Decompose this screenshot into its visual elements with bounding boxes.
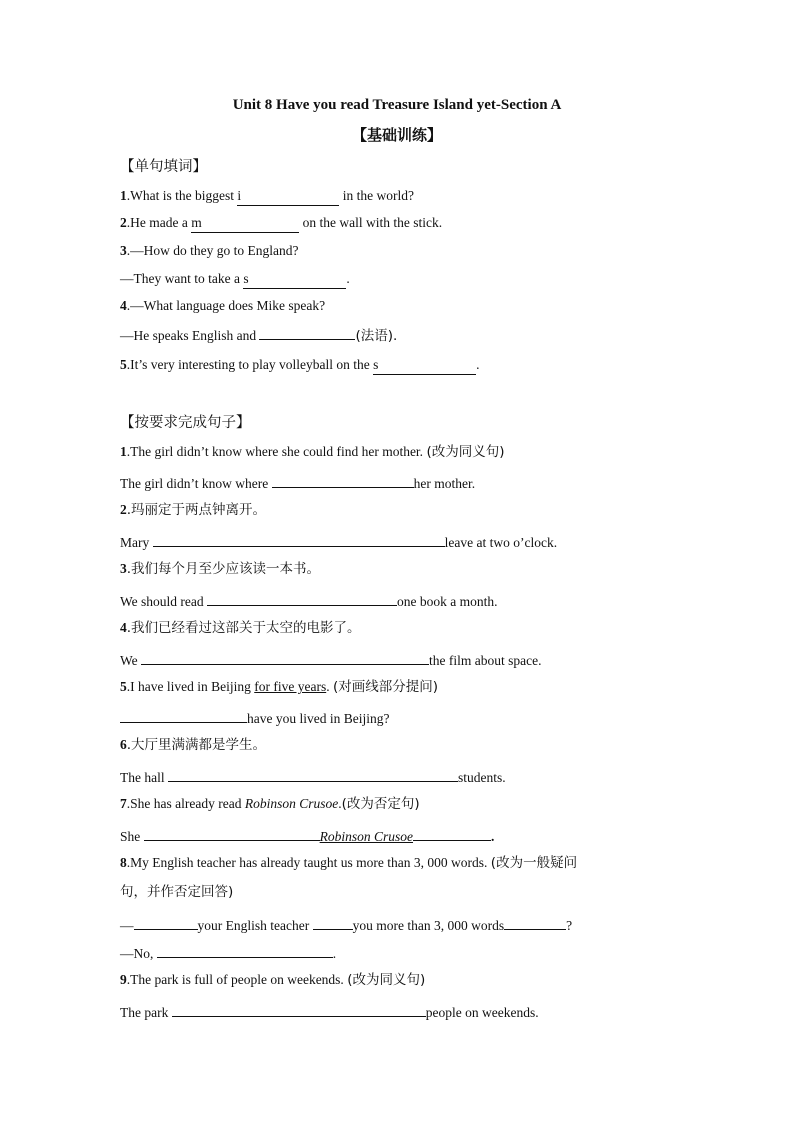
sentence-6 — [120, 736, 266, 754]
answer-middle: your English teacher — [197, 918, 313, 933]
document-title: Unit 8 Have you read Treasure Island yet-Section A — [232, 97, 562, 113]
sentence-9 — [120, 971, 425, 989]
question-number: 2 — [120, 215, 127, 230]
question-number: 5 — [120, 679, 127, 694]
answer-blank[interactable] — [413, 826, 491, 841]
chinese-prompt: .玛丽定于两点钟离开。 — [126, 502, 267, 518]
question-text: .I have lived in Beijing — [126, 679, 255, 694]
answer-blank[interactable] — [272, 473, 414, 488]
chinese-prompt: .大厅里满满都是学生。 — [126, 737, 267, 753]
sentence-3-answer — [120, 591, 498, 611]
answer-suffix: her mother. — [413, 476, 476, 491]
question-text: .—How do they go to England? — [126, 243, 299, 258]
answer-blank[interactable] — [504, 915, 566, 930]
sentence-8 — [120, 854, 577, 872]
answer-blank[interactable] — [153, 532, 445, 547]
question-text-end: . — [338, 796, 342, 811]
question-number: 8 — [120, 855, 127, 870]
question-number: 3 — [120, 561, 127, 576]
answer-prefix: We should read — [120, 594, 208, 609]
hint-letter: s — [373, 357, 379, 372]
question-text-end: . — [476, 357, 480, 372]
hint-letter: s — [243, 271, 249, 286]
answer-blank[interactable] — [191, 214, 299, 233]
sentence-6-answer — [120, 767, 506, 787]
question-4-answer — [120, 325, 397, 345]
question-3 — [120, 242, 298, 260]
answer-suffix: have you lived in Beijing? — [247, 711, 390, 726]
answer-prefix: —No, — [120, 946, 157, 961]
question-text: .—What language does Mike speak? — [126, 298, 326, 313]
question-1 — [120, 187, 414, 206]
answer-suffix: people on weekends. — [425, 1005, 539, 1020]
question-number: 1 — [120, 444, 127, 459]
question-number: 4 — [120, 298, 127, 313]
answer-blank[interactable] — [237, 187, 339, 206]
answer-prefix: The park — [120, 1005, 172, 1020]
question-2 — [120, 214, 442, 233]
question-text: .What is the biggest — [126, 188, 238, 203]
hint-letter: i — [237, 188, 242, 203]
sentence-2-answer — [120, 532, 557, 552]
answer-blank[interactable] — [144, 826, 320, 841]
instruction: (改为同义句) — [347, 972, 426, 988]
question-number: 4 — [120, 620, 127, 635]
sentence-7-answer — [120, 826, 494, 846]
sentence-9-answer — [120, 1002, 539, 1022]
underlined-phrase: for five years — [254, 679, 327, 694]
question-text: —They want to take a — [120, 271, 244, 286]
instruction: (改为一般疑问 — [490, 855, 578, 871]
answer-suffix: leave at two o’clock. — [444, 535, 558, 550]
question-number: 1 — [120, 188, 127, 203]
sentence-4 — [120, 619, 361, 637]
answer-prefix: We — [120, 653, 142, 668]
question-number: 3 — [120, 243, 127, 258]
question-number: 7 — [120, 796, 127, 811]
answer-prefix: Mary — [120, 535, 153, 550]
instruction: (改为否定句) — [341, 796, 420, 812]
answer-prefix: The hall — [120, 770, 168, 785]
sentence-8-instruction-cont: 句，并作否定回答) — [120, 884, 234, 900]
question-text-end: on the wall with the stick. — [299, 215, 443, 230]
answer-blank[interactable] — [157, 943, 333, 958]
question-4 — [120, 297, 325, 315]
question-5 — [120, 356, 479, 375]
answer-suffix: one book a month. — [397, 594, 498, 609]
instruction: (改为同义句) — [426, 444, 505, 460]
section-heading-fill-words: 【单句填词】 — [120, 159, 207, 175]
document-subtitle: 【基础训练】 — [351, 126, 442, 144]
question-text: .The park is full of people on weekends. — [126, 972, 348, 987]
question-text-end: . — [346, 271, 350, 286]
question-text-end: . — [326, 679, 333, 694]
sentence-8-answer-2 — [120, 943, 336, 963]
answer-suffix: . — [332, 946, 337, 961]
question-text-end: in the world? — [339, 188, 414, 203]
answer-suffix: the film about space. — [429, 653, 542, 668]
answer-suffix: . — [491, 829, 495, 844]
sentence-7 — [120, 795, 420, 813]
question-text: .The girl didn’t know where she could find her mother. — [126, 444, 427, 459]
answer-blank[interactable] — [168, 767, 458, 782]
question-3-answer — [120, 270, 350, 289]
question-text: .She has already read — [126, 796, 245, 811]
answer-blank[interactable] — [120, 708, 247, 723]
question-number: 6 — [120, 737, 127, 752]
answer-blank[interactable] — [141, 650, 429, 665]
section-heading-complete-sentences: 【按要求完成句子】 — [120, 415, 251, 431]
sentence-1-answer — [120, 473, 475, 493]
question-text: .It’s very interesting to play volleyball on the — [126, 357, 374, 372]
question-number: 5 — [120, 357, 127, 372]
question-text: .My English teacher has already taught us more than 3, 000 words. — [126, 855, 491, 870]
answer-blank[interactable] — [134, 915, 198, 930]
answer-blank[interactable] — [373, 356, 476, 375]
answer-suffix: students. — [457, 770, 506, 785]
answer-blank[interactable] — [243, 270, 346, 289]
answer-prefix: The girl didn’t know where — [120, 476, 272, 491]
answer-blank[interactable] — [207, 591, 397, 606]
answer-blank[interactable] — [172, 1002, 426, 1017]
question-text: .He made a — [126, 215, 192, 230]
question-text: —He speaks English and — [120, 328, 260, 343]
sentence-5-answer — [120, 708, 389, 728]
answer-suffix: ? — [566, 918, 573, 933]
answer-blank[interactable] — [313, 915, 353, 930]
book-title: Robinson Crusoe — [244, 796, 339, 811]
sentence-4-answer — [120, 650, 542, 670]
question-number: 2 — [120, 502, 127, 517]
instruction: (对画线部分提问) — [332, 679, 438, 695]
hint-letter: m — [191, 215, 202, 230]
sentence-8-answer-1 — [120, 915, 572, 935]
sentence-2 — [120, 501, 266, 519]
question-text-end: (法语). — [355, 328, 398, 344]
answer-prefix: She — [120, 829, 144, 844]
chinese-prompt: .我们已经看过这部关于太空的电影了。 — [126, 620, 361, 636]
answer-blank[interactable] — [259, 325, 355, 340]
sentence-1 — [120, 443, 504, 461]
answer-middle: you more than 3, 000 words — [352, 918, 505, 933]
sentence-3 — [120, 560, 320, 578]
question-number: 9 — [120, 972, 127, 987]
chinese-prompt: .我们每个月至少应该读一本书。 — [126, 561, 321, 577]
sentence-5 — [120, 678, 438, 696]
book-title: Robinson Crusoe — [319, 829, 414, 844]
answer-dash: — — [120, 918, 134, 933]
